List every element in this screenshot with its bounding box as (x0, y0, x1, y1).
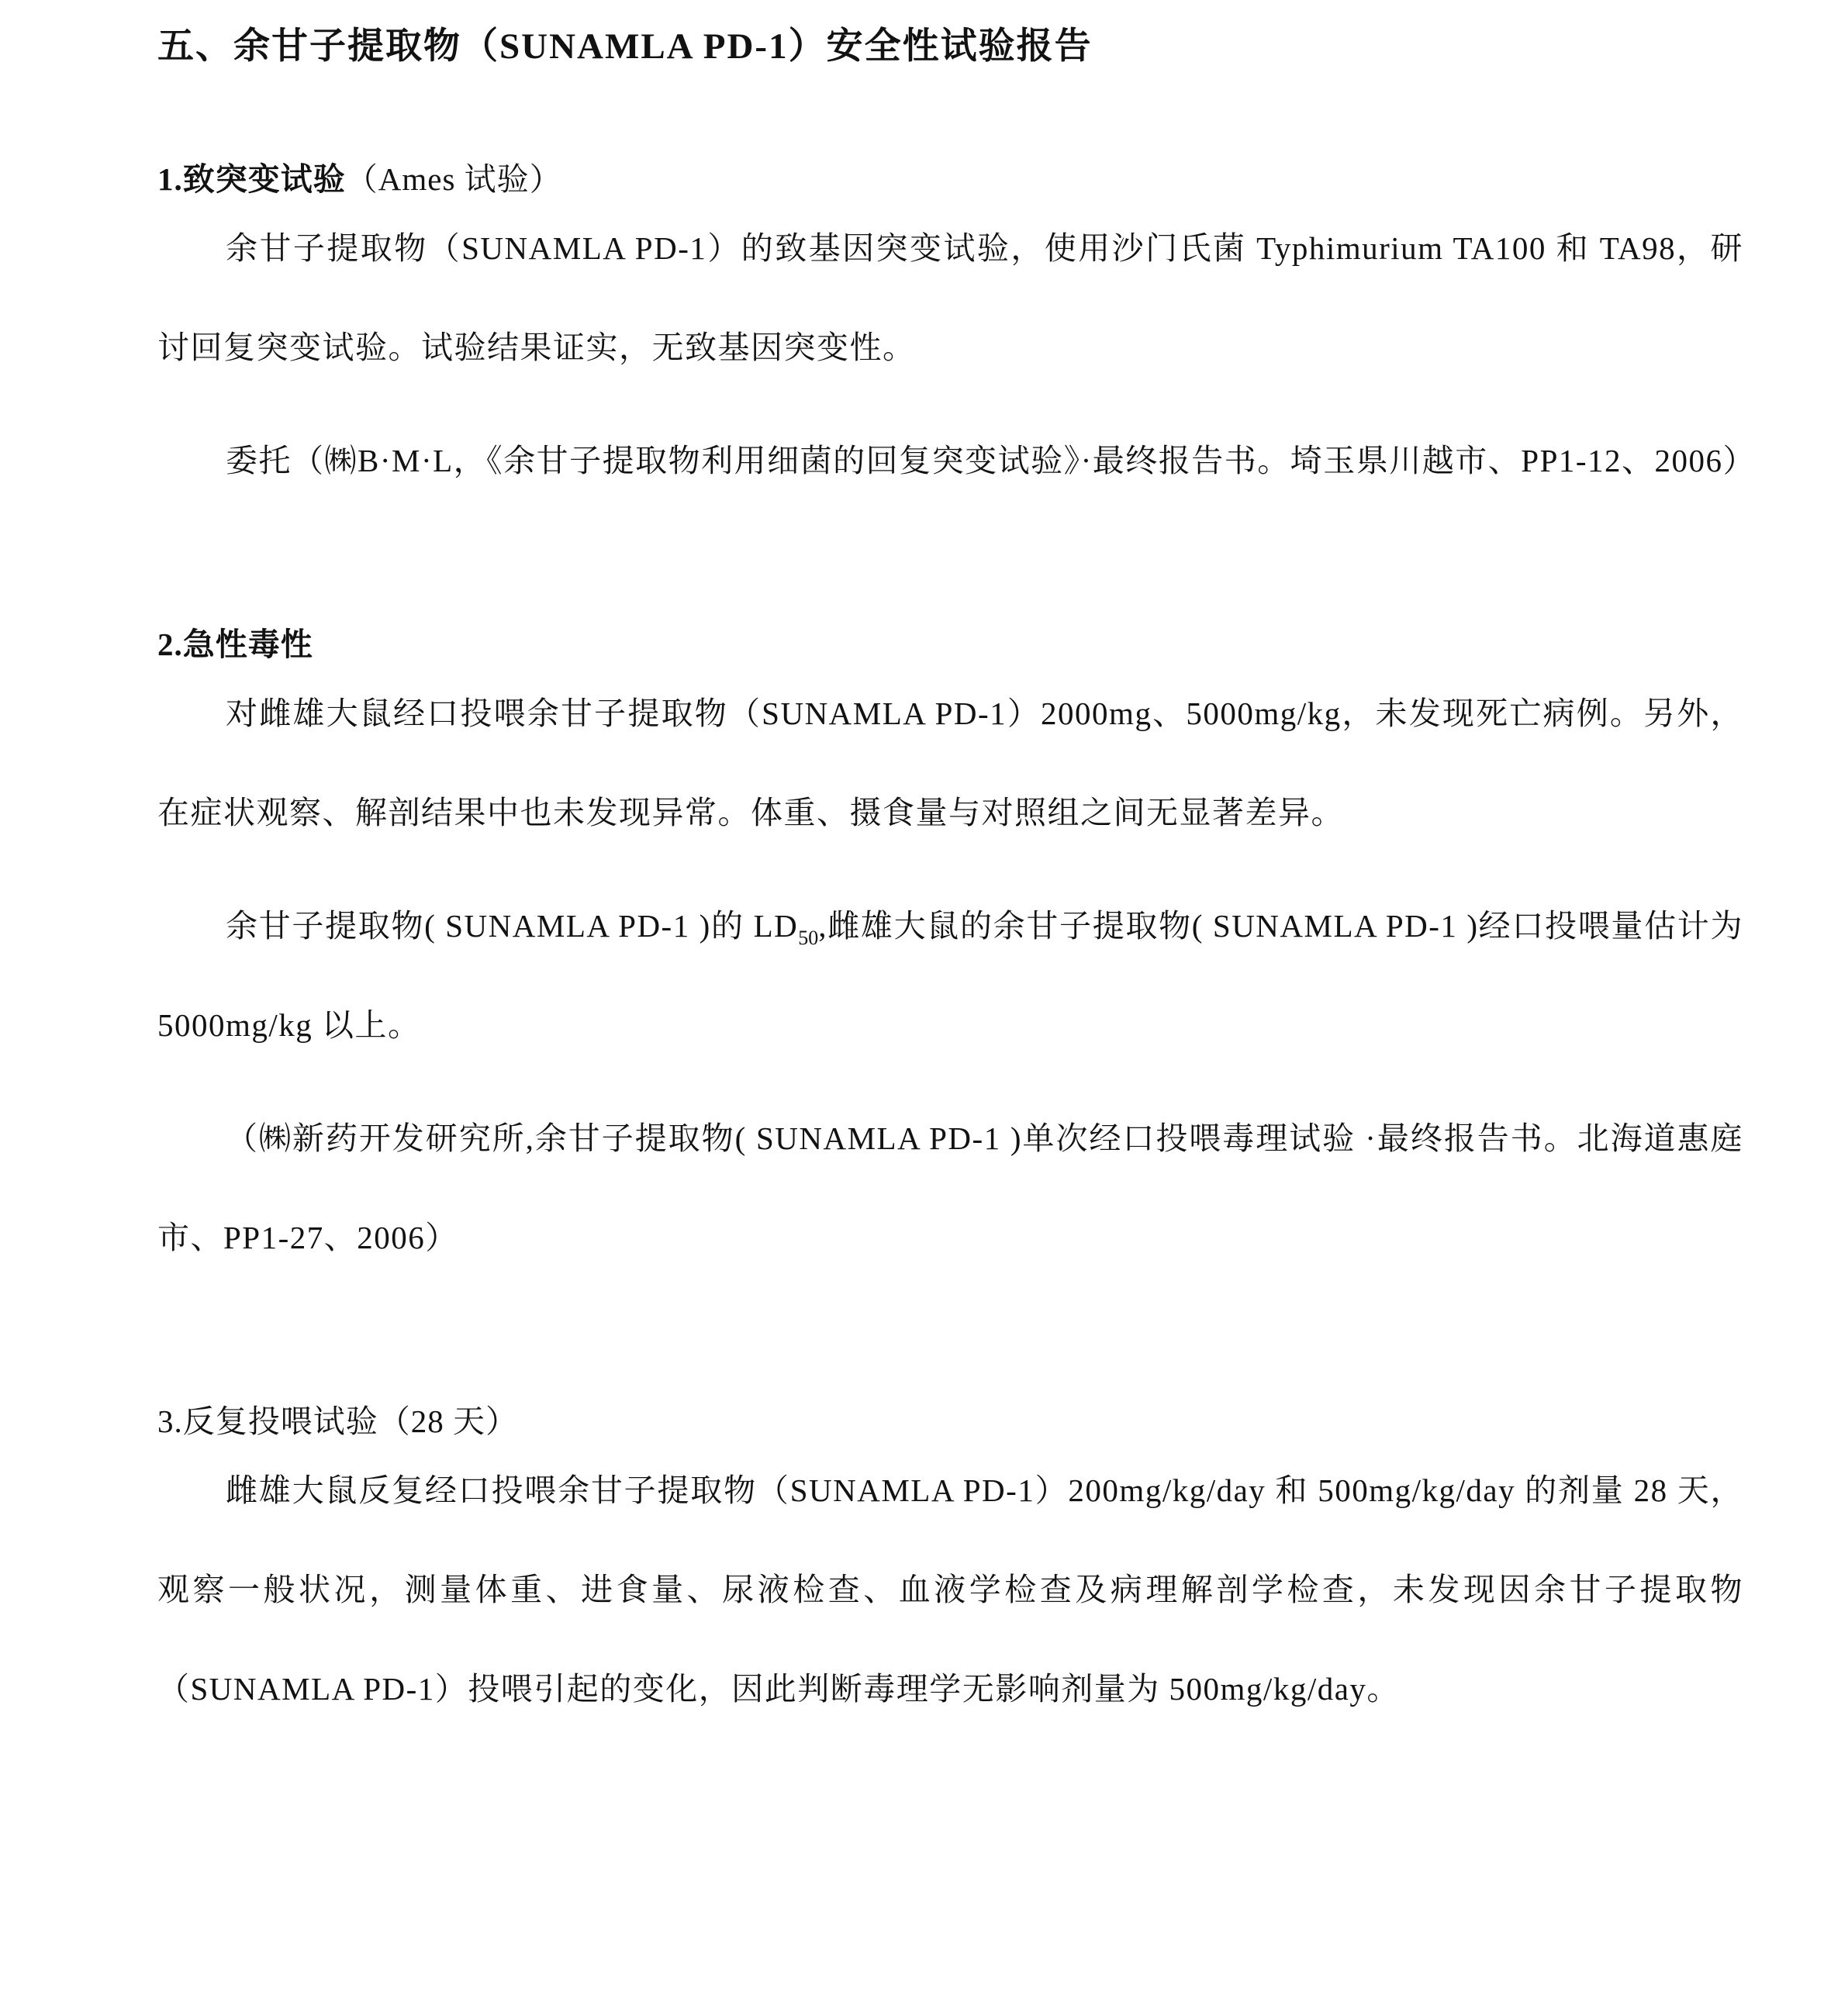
ld50-text-pre: 余甘子提取物( SUNAMLA PD-1 )的 LD (226, 908, 799, 944)
section-1-heading (157, 160, 1743, 198)
section-1-paragraph-2: 委托（㈱B·M·L，《余甘子提取物利用细菌的回复突变试验》·最终报告书。埼玉県川越市、PP1-12、2006） (226, 443, 1757, 478)
section-2-heading (157, 625, 1743, 664)
section-3-paragraph-1: 雌雄大鼠反复经口投喂余甘子提取物（SUNAMLA PD-1）200mg/kg/day 和 500mg/kg/day 的剂量 28 天，观察一般状况，测量体重、进食量、尿液检查、血液学检查及病理解剖学检查，未发现因余甘子提取物（SUNAMLA PD-1）投喂引起的变化，因此判断毒理学无影响剂量为 500mg/kg/day。 (157, 1472, 1743, 1707)
document-title: 五、余甘子提取物（SUNAMLA PD-1）安全性试验报告 (157, 26, 1093, 67)
ld50-subscript: 50 (798, 927, 819, 949)
section-3-heading: 3.反复投喂试验（28 天） (157, 1403, 518, 1439)
ld50-text-post: ,雌雄大鼠的余甘子提取物( SUNAMLA PD-1 )经口投喂量估计为 5000mg/kg 以上。 (157, 908, 1743, 1043)
section-1-heading-note: （Ames 试验） (345, 161, 562, 197)
section-2-paragraph-3: （㈱新药开发研究所,余甘子提取物( SUNAMLA PD-1 )单次经口投喂毒理试验 ·最终报告书。北海道惠庭市、PP1-27、2006） (157, 1120, 1743, 1255)
section-2-heading-text: 2.急性毒性 (157, 627, 313, 662)
section-1-paragraph-1: 余甘子提取物（SUNAMLA PD-1）的致基因突变试验，使用沙门氏菌 Typhimurium TA100 和 TA98，研讨回复突变试验。试验结果证实，无致基因突变性。 (157, 230, 1743, 365)
section-2-paragraph-2 (157, 876, 1743, 1075)
section-2-paragraph-1: 对雌雄大鼠经口投喂余甘子提取物（SUNAMLA PD-1）2000mg、5000mg/kg，未发现死亡病例。另外，在症状观察、解剖结果中也未发现异常。体重、摄食量与对照组之间无显著差异。 (157, 696, 1743, 830)
section-1-heading-number: 1.致突变试验 (157, 161, 346, 197)
